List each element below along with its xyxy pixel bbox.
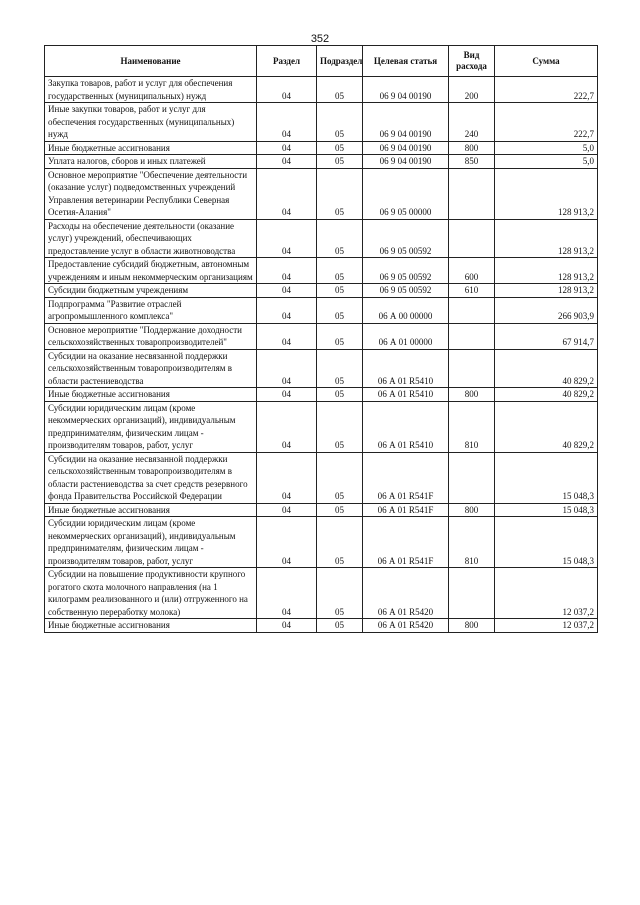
cell-section: 04 (257, 103, 317, 142)
cell-type (449, 452, 495, 503)
cell-type (449, 297, 495, 323)
cell-name: Закупка товаров, работ и услуг для обеспечения государственных (муниципальных) нужд (45, 77, 257, 103)
cell-target: 06 А 01 R5410 (363, 349, 449, 388)
budget-table (44, 45, 598, 633)
header-amount: Сумма (495, 46, 598, 77)
cell-subsection: 05 (317, 155, 363, 169)
cell-target: 06 А 01 R541F (363, 503, 449, 517)
cell-subsection: 05 (317, 168, 363, 219)
cell-subsection: 05 (317, 219, 363, 258)
header-section: Раздел (257, 46, 317, 77)
table-row (45, 388, 598, 402)
page-number: 352 (310, 33, 330, 45)
cell-section: 04 (257, 401, 317, 452)
cell-name: Субсидии юридическим лицам (кроме некоммерческих организаций), индивидуальным предпринимателям, физическим лицам - производителям товаров, работ, услуг (45, 401, 257, 452)
cell-amount: 15 048,3 (495, 503, 598, 517)
table-row (45, 323, 598, 349)
cell-amount: 40 829,2 (495, 401, 598, 452)
cell-name: Уплата налогов, сборов и иных платежей (45, 155, 257, 169)
table-row (45, 168, 598, 219)
cell-section: 04 (257, 168, 317, 219)
cell-section: 04 (257, 517, 317, 568)
header-type: Вид расхода (449, 46, 495, 77)
cell-target: 06 9 05 00592 (363, 219, 449, 258)
cell-target: 06 А 01 R5410 (363, 401, 449, 452)
table-row (45, 517, 598, 568)
cell-type: 240 (449, 103, 495, 142)
cell-amount: 40 829,2 (495, 349, 598, 388)
cell-amount: 12 037,2 (495, 619, 598, 633)
table-row (45, 103, 598, 142)
cell-type: 200 (449, 77, 495, 103)
cell-type: 610 (449, 284, 495, 298)
cell-target: 06 9 04 00190 (363, 77, 449, 103)
table-row (45, 219, 598, 258)
cell-amount: 128 913,2 (495, 284, 598, 298)
cell-subsection: 05 (317, 323, 363, 349)
cell-subsection: 05 (317, 103, 363, 142)
table-row (45, 141, 598, 155)
cell-subsection: 05 (317, 297, 363, 323)
cell-section: 04 (257, 349, 317, 388)
cell-amount: 128 913,2 (495, 219, 598, 258)
header-subsection: Подраздел (317, 46, 363, 77)
cell-target: 06 9 05 00000 (363, 168, 449, 219)
cell-amount: 67 914,7 (495, 323, 598, 349)
cell-name: Иные закупки товаров, работ и услуг для обеспечения государственных (муниципальных) нужд (45, 103, 257, 142)
cell-name: Иные бюджетные ассигнования (45, 141, 257, 155)
cell-type: 810 (449, 517, 495, 568)
cell-name: Субсидии на оказание несвязанной поддержки сельскохозяйственным товаропроизводителям в области растениеводства (45, 349, 257, 388)
cell-target: 06 9 04 00190 (363, 141, 449, 155)
cell-name: Иные бюджетные ассигнования (45, 503, 257, 517)
cell-subsection: 05 (317, 349, 363, 388)
cell-target: 06 А 01 R5420 (363, 619, 449, 633)
cell-subsection: 05 (317, 452, 363, 503)
cell-section: 04 (257, 258, 317, 284)
cell-target: 06 9 05 00592 (363, 258, 449, 284)
header-target: Целевая статья (363, 46, 449, 77)
cell-type (449, 219, 495, 258)
cell-type: 800 (449, 388, 495, 402)
table-row (45, 452, 598, 503)
cell-subsection: 05 (317, 388, 363, 402)
cell-amount: 15 048,3 (495, 452, 598, 503)
cell-target: 06 А 01 R5410 (363, 388, 449, 402)
cell-amount: 5,0 (495, 155, 598, 169)
table-header-row (45, 46, 598, 77)
cell-section: 04 (257, 155, 317, 169)
cell-target: 06 А 01 00000 (363, 323, 449, 349)
cell-name: Субсидии бюджетным учреждениям (45, 284, 257, 298)
cell-amount: 5,0 (495, 141, 598, 155)
cell-target: 06 А 01 R5420 (363, 568, 449, 619)
table-row (45, 155, 598, 169)
cell-section: 04 (257, 452, 317, 503)
cell-subsection: 05 (317, 284, 363, 298)
table-row (45, 284, 598, 298)
table-row (45, 77, 598, 103)
cell-type (449, 168, 495, 219)
cell-subsection: 05 (317, 568, 363, 619)
cell-section: 04 (257, 388, 317, 402)
cell-section: 04 (257, 568, 317, 619)
cell-type: 800 (449, 619, 495, 633)
cell-amount: 128 913,2 (495, 168, 598, 219)
cell-section: 04 (257, 284, 317, 298)
cell-section: 04 (257, 219, 317, 258)
cell-subsection: 05 (317, 141, 363, 155)
cell-section: 04 (257, 77, 317, 103)
cell-target: 06 9 04 00190 (363, 103, 449, 142)
table-row (45, 401, 598, 452)
cell-amount: 12 037,2 (495, 568, 598, 619)
cell-amount: 266 903,9 (495, 297, 598, 323)
cell-section: 04 (257, 619, 317, 633)
cell-section: 04 (257, 323, 317, 349)
table-row (45, 619, 598, 633)
cell-type (449, 349, 495, 388)
cell-type (449, 568, 495, 619)
cell-type: 850 (449, 155, 495, 169)
cell-name: Основное мероприятие "Обеспечение деятельности (оказание услуг) подведомственных учреждений Управления ветеринарии Республики Северная Осетия-Алания" (45, 168, 257, 219)
cell-amount: 222,7 (495, 103, 598, 142)
table-row (45, 568, 598, 619)
cell-type: 810 (449, 401, 495, 452)
cell-amount: 40 829,2 (495, 388, 598, 402)
cell-type: 800 (449, 141, 495, 155)
table-row (45, 349, 598, 388)
cell-subsection: 05 (317, 619, 363, 633)
cell-type: 600 (449, 258, 495, 284)
cell-amount: 222,7 (495, 77, 598, 103)
cell-name: Подпрограмма "Развитие отраслей агропромышленного комплекса" (45, 297, 257, 323)
cell-subsection: 05 (317, 77, 363, 103)
cell-subsection: 05 (317, 503, 363, 517)
cell-name: Расходы на обеспечение деятельности (оказание услуг) учреждений, обеспечивающих предоставление услуг в области животноводства (45, 219, 257, 258)
cell-subsection: 05 (317, 401, 363, 452)
table-row (45, 258, 598, 284)
cell-name: Субсидии на повышение продуктивности крупного рогатого скота молочного направления (на 1 килограмм реализованного и (или) отгруженного на собственную переработку молока) (45, 568, 257, 619)
cell-name: Субсидии на оказание несвязанной поддержки сельскохозяйственным товаропроизводителям в области растениеводства за счет средств резервного фонда Правительства Российской Федерации (45, 452, 257, 503)
cell-section: 04 (257, 141, 317, 155)
cell-target: 06 9 05 00592 (363, 284, 449, 298)
cell-amount: 128 913,2 (495, 258, 598, 284)
table-row (45, 503, 598, 517)
cell-name: Предоставление субсидий бюджетным, автономным учреждениям и иным некоммерческим организациям (45, 258, 257, 284)
table-row (45, 297, 598, 323)
cell-type: 800 (449, 503, 495, 517)
cell-name: Иные бюджетные ассигнования (45, 388, 257, 402)
cell-type (449, 323, 495, 349)
cell-name: Основное мероприятие "Поддержание доходности сельскохозяйственных товаропроизводителей" (45, 323, 257, 349)
cell-name: Иные бюджетные ассигнования (45, 619, 257, 633)
cell-name: Субсидии юридическим лицам (кроме некоммерческих организаций), индивидуальным предпринимателям, физическим лицам - производителям товаров, работ, услуг (45, 517, 257, 568)
cell-subsection: 05 (317, 258, 363, 284)
cell-target: 06 9 04 00190 (363, 155, 449, 169)
cell-subsection: 05 (317, 517, 363, 568)
cell-target: 06 А 01 R541F (363, 517, 449, 568)
cell-section: 04 (257, 297, 317, 323)
header-name: Наименование (45, 46, 257, 77)
cell-target: 06 А 00 00000 (363, 297, 449, 323)
cell-amount: 15 048,3 (495, 517, 598, 568)
cell-target: 06 А 01 R541F (363, 452, 449, 503)
cell-section: 04 (257, 503, 317, 517)
